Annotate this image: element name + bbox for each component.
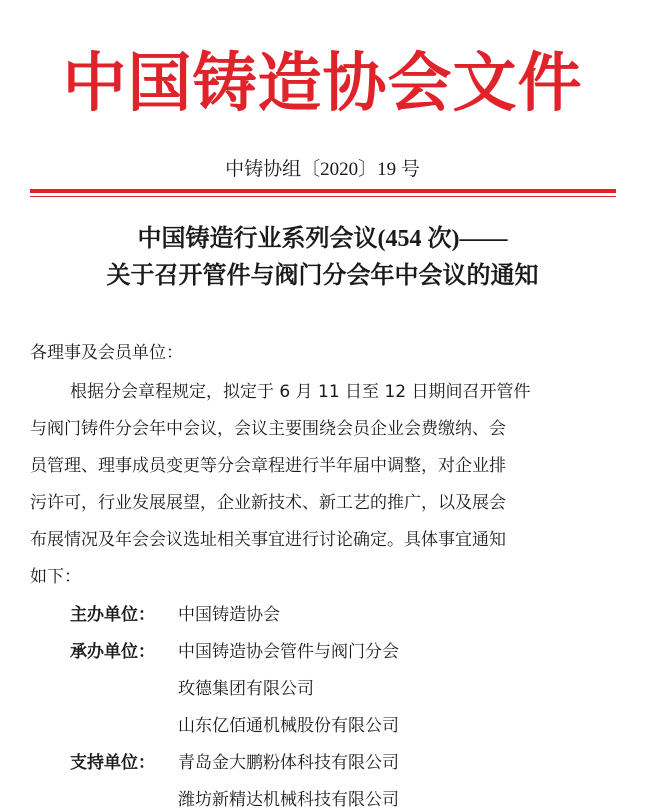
paragraph-line: 如下：	[30, 567, 81, 587]
header-red-rule	[30, 189, 616, 193]
organizer-item: 中国铸造协会管件与阀门分会	[178, 642, 399, 662]
paragraph-line: 根据分会章程规定，拟定于 6 月 11 日至 12 日期间召开管件	[70, 382, 531, 402]
paragraph-line: 布展情况及年会会议选址相关事宜进行讨论确定。具体事宜通知	[30, 530, 506, 550]
paragraph-line: 与阀门铸件分会年中会议，会议主要围绕会员企业会费缴纳、会	[30, 419, 506, 439]
document-title-line-1: 中国铸造行业系列会议(454 次)——	[137, 226, 508, 252]
salutation: 各理事及会员单位：	[30, 343, 183, 363]
organizer-item: 山东亿佰通机械股份有限公司	[178, 716, 399, 736]
support-label: 支持单位：	[70, 753, 155, 773]
support-item: 潍坊新精达机械科技有限公司	[178, 790, 399, 810]
host-label: 主办单位：	[70, 605, 155, 625]
paragraph-line: 员管理、理事成员变更等分会章程进行半年届中调整，对企业排	[30, 456, 506, 476]
document-title-line-2: 关于召开管件与阀门分会年中会议的通知	[106, 263, 539, 289]
header-red-rule-thin	[30, 196, 616, 197]
organizer-item: 玫德集团有限公司	[178, 679, 314, 699]
host-value: 中国铸造协会	[178, 605, 280, 625]
organizer-label: 承办单位：	[70, 642, 155, 662]
document-header-title: 中国铸造协会文件	[62, 46, 583, 121]
document-number: 中铸协组〔2020〕19 号	[225, 159, 420, 180]
paragraph-line: 污许可，行业发展展望，企业新技术、新工艺的推广，以及展会	[30, 493, 506, 513]
support-item: 青岛金大鹏粉体科技有限公司	[178, 753, 399, 773]
